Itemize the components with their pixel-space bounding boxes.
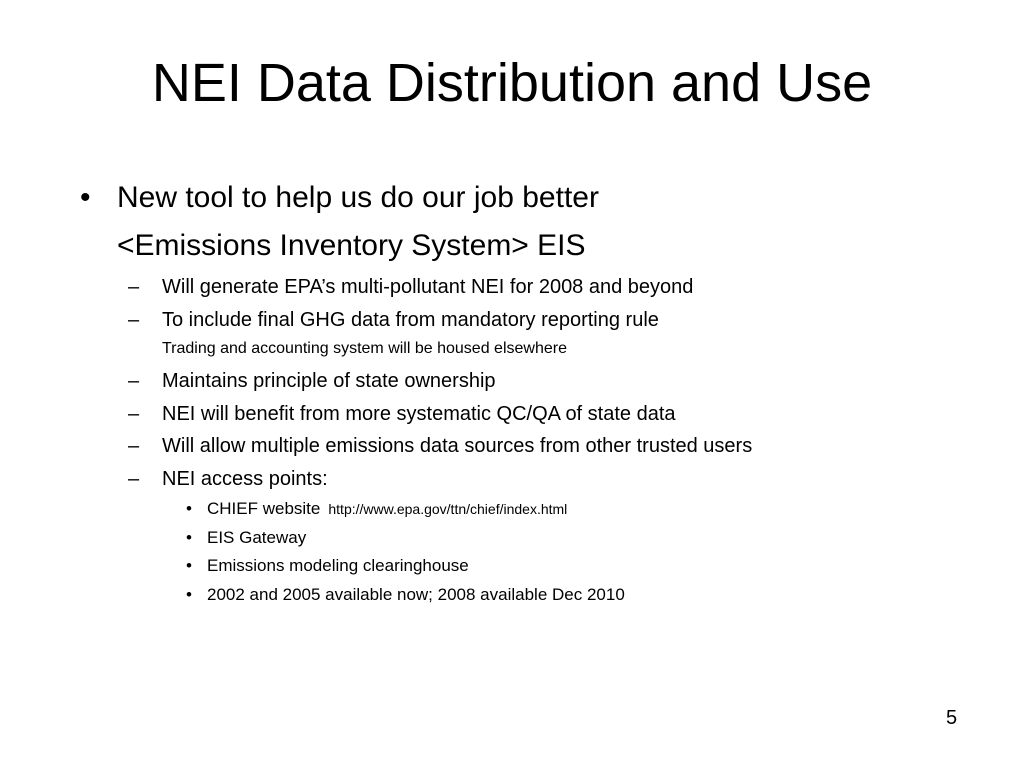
bullet-marker: • [186,499,192,518]
access-point-label: 2002 and 2005 available now; 2008 available Dec 2010 [207,585,625,604]
bullet-marker: • [186,585,192,604]
chief-website-link[interactable]: http://www.epa.gov/ttn/chief/index.html [328,501,568,517]
main-bullet-second-line: <Emissions Inventory System> EIS [117,229,586,262]
sub-item-text: Maintains principle of state ownership [162,370,496,392]
bullet-marker: • [186,528,192,547]
dash-marker: – [128,276,140,298]
access-point-label: CHIEF website [207,499,321,518]
slide-title: NEI Data Distribution and Use [151,53,873,113]
dash-marker: – [128,468,140,490]
dash-marker: – [128,403,140,425]
dash-marker: – [128,309,140,331]
bullet-marker: • [80,181,91,214]
page-number: 5 [946,707,958,729]
main-bullet-text: New tool to help us do our job better [117,181,599,214]
dash-marker: – [128,435,140,457]
sub-item-text: NEI access points: [162,468,328,490]
sub-item-text: To include final GHG data from mandatory reporting rule [162,309,659,331]
sub-item-text: Will allow multiple emissions data sources from other trusted users [162,435,753,457]
dash-marker: – [128,370,140,392]
access-point-label: EIS Gateway [207,528,307,547]
sub-item-text: Will generate EPA’s multi-pollutant NEI for 2008 and beyond [162,276,694,298]
access-point-text [207,498,567,520]
bullet-marker: • [186,556,192,575]
sub-item-text: NEI will benefit from more systematic QC/QA of state data [162,403,676,425]
access-point-label: Emissions modeling clearinghouse [207,556,469,575]
sub-item-note: Trading and accounting system will be housed elsewhere [162,340,567,357]
